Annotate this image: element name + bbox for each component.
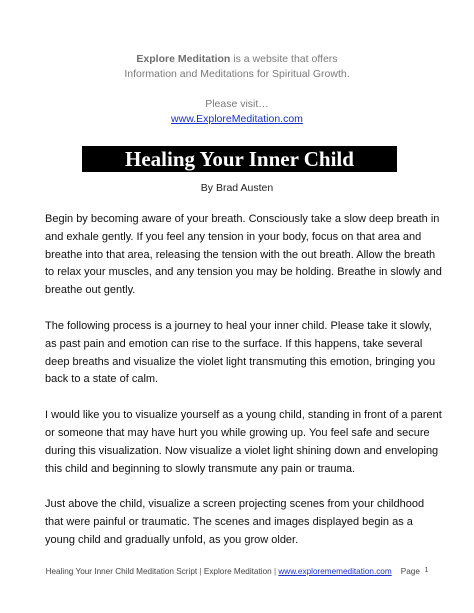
website-link[interactable]: www.ExploreMeditation.com <box>171 113 303 125</box>
page-footer <box>0 565 474 578</box>
footer-separator: | <box>273 567 277 576</box>
author-byline: By Brad Austen <box>200 182 274 194</box>
header-line-1 <box>0 52 474 67</box>
paragraph-4: Just above the child, visualize a screen projecting scenes from your childhood that were painful or traumatic. The scenes and images displayed begin as a young child and gradually unfold, as you grow older. <box>45 498 425 546</box>
header-spacer <box>0 82 474 97</box>
visit-prompt: Please visit… <box>205 98 269 110</box>
paragraph-1: Begin by becoming aware of your breath. Consciously take a slow deep breath in and exhale gently. If you feel any tension in your body, focus on that area and breathe into that area, releasing the tension with the out breath. Allow the breath to relax your muscles, and any tension you may be holding. Breathe in slowly and breathe out gently. <box>45 213 442 297</box>
document-title: Healing Your Inner Child <box>82 146 397 172</box>
footer-doc-name: Healing Your Inner Child Meditation Script <box>45 567 198 576</box>
footer-page-number: 1 <box>424 567 429 574</box>
header-line-2: Information and Meditations for Spiritual Growth. <box>124 68 350 80</box>
footer-page-label: Page <box>400 567 420 576</box>
footer-site-name: Explore Meditation <box>203 567 272 576</box>
site-header <box>0 52 474 127</box>
brand-name: Explore Meditation <box>136 53 231 65</box>
footer-site-link[interactable]: www.explorememeditation.com <box>278 567 392 576</box>
header-tagline-part: is a website that offers <box>230 53 338 65</box>
document-body <box>45 211 445 568</box>
paragraph-2: The following process is a journey to heal your inner child. Please take it slowly, as past pain and emotion can rise to the surface. If this happens, take several deep breaths and visualize the violet light transmuting this emotion, bringing you back to a state of calm. <box>45 319 436 386</box>
footer-separator: | <box>199 567 202 576</box>
paragraph-3: I would like you to visualize yourself as a young child, standing in front of a parent or someone that may have hurt you while growing up. You feel safe and secure during this visualization. Now visualize a violet light shining down and enveloping this child and beginning to slowly transmute any pain or trauma. <box>45 409 442 475</box>
